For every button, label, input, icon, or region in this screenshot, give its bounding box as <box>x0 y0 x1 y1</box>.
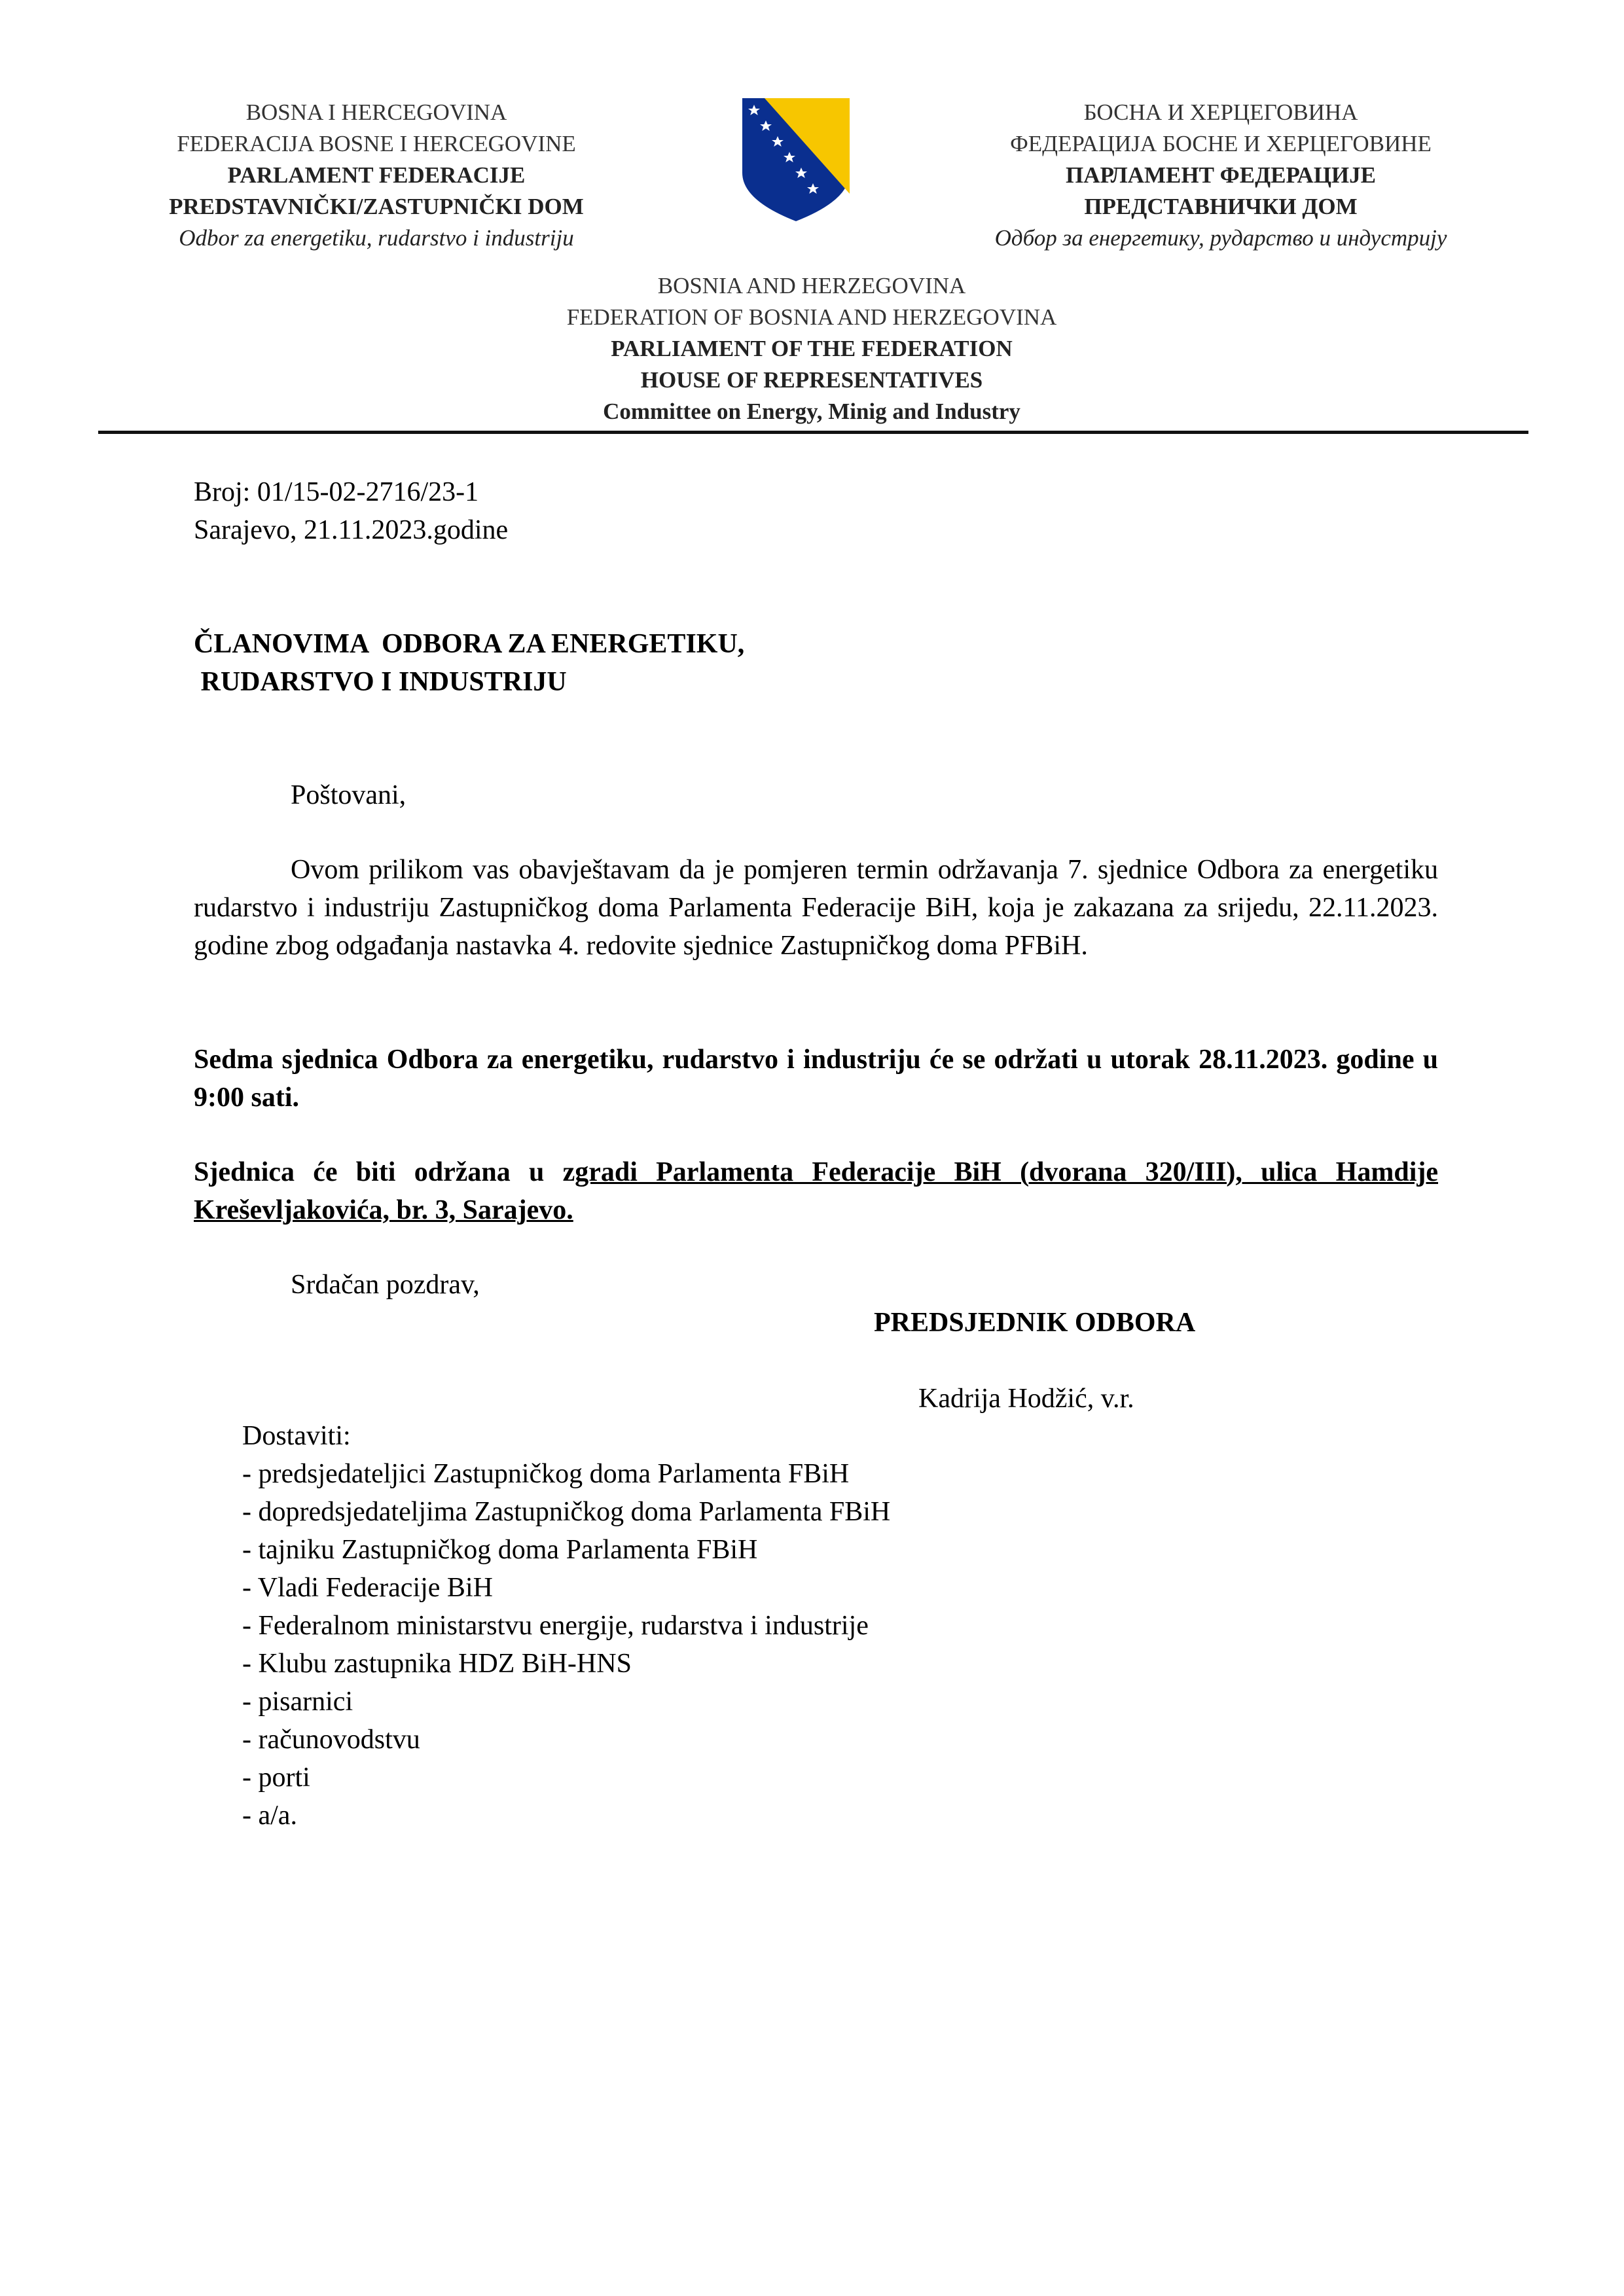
list-item: - predsjedateljici Zastupničkog doma Parlamenta FBiH <box>242 1459 850 1489</box>
list-item: - a/a. <box>242 1801 297 1831</box>
header-left-committee: Odbor za energetiku, rudarstvo i industriju <box>179 225 574 251</box>
distribution-list <box>242 1417 890 1835</box>
body-paragraph-2: Sedma sjednica Odbora za energetiku, rudarstvo i industriju će se održati u utorak 28.11.2023. godine u 9:00 sati. <box>194 1045 1438 1113</box>
header-left-house: PREDSTAVNIČKI/ZASTUPNIČKI DOM <box>169 194 584 219</box>
body-paragraph-3 <box>194 1153 1438 1229</box>
list-item: - dopredsjedateljima Zastupničkog doma Parlamenta FBiH <box>242 1497 891 1527</box>
list-item: - Federalnom ministarstvu energije, rudarstva i industrije <box>242 1611 869 1641</box>
addressee-line-2: RUDARSTVO I INDUSTRIJU <box>194 667 567 697</box>
list-item: - računovodstvu <box>242 1725 420 1755</box>
header-right <box>943 97 1499 254</box>
header-left-country: BOSNA I HERCEGOVINA <box>245 99 507 125</box>
header-center-country: BOSNIA AND HERZEGOVINA <box>657 273 966 298</box>
header-right-federation: ФЕДЕРАЦИЈА БОСНЕ И ХЕРЦЕГОВИНЕ <box>1010 131 1432 156</box>
header-divider <box>98 431 1528 434</box>
list-item: - porti <box>242 1763 310 1793</box>
header-right-committee: Одбор за енергетику, рударство и индустрију <box>994 225 1447 251</box>
header-center-committee: Committee on Energy, Minig and Industry <box>603 399 1020 424</box>
header-center <box>419 270 1204 427</box>
greeting: Poštovani, <box>291 780 406 810</box>
reference-block <box>194 473 508 549</box>
list-item: - Vladi Federacije BiH <box>242 1573 493 1603</box>
body-paragraph-1: Ovom prilikom vas obavještavam da je pomjeren termin održavanja 7. sjednice Odbora za energetiku rudarstvo i industriju Zastupničkog doma Parlamenta Federacije BiH, koja je zakazana za srijedu, 22.11.2023. godine zbog odgađanja nastavka 4. redovite sjednice Zastupničkog doma PFBiH. <box>194 855 1438 961</box>
bih-coat-of-arms-icon <box>738 96 854 223</box>
header-left <box>98 97 655 254</box>
reference-place-date: Sarajevo, 21.11.2023.godine <box>194 515 509 545</box>
signature-title: PREDSJEDNIK ODBORA <box>874 1308 1196 1338</box>
distribution-heading: Dostaviti: <box>242 1421 351 1451</box>
header-left-parliament: PARLAMENT FEDERACIJE <box>227 162 526 188</box>
list-item: - pisarnici <box>242 1687 353 1717</box>
signature-name: Kadrija Hodžić, v.r. <box>918 1384 1134 1414</box>
addressee-line-1: ČLANOVIMA ODBORA ZA ENERGETIKU, <box>194 629 745 659</box>
paragraph-3-text: Sjednica će biti održana u z <box>194 1157 575 1187</box>
header-center-federation: FEDERATION OF BOSNIA AND HERZEGOVINA <box>566 304 1057 330</box>
closing: Srdačan pozdrav, <box>291 1270 480 1300</box>
header-left-federation: FEDERACIJA BOSNE I HERCEGOVINE <box>177 131 576 156</box>
addressee-block <box>194 625 744 701</box>
paragraph-3-location: gradi Parlamenta Federacije BiH (dvorana 320/III), ulica Hamdije Kreševljakovića, br. 3, Sarajevo. <box>194 1157 1438 1225</box>
header-center-house: HOUSE OF REPRESENTATIVES <box>640 367 983 393</box>
header-right-house: ПРЕДСТАВНИЧКИ ДОМ <box>1084 194 1358 219</box>
list-item: - Klubu zastupnika HDZ BiH-HNS <box>242 1649 632 1679</box>
list-item: - tajniku Zastupničkog doma Parlamenta FBiH <box>242 1535 758 1565</box>
header-center-parliament: PARLIAMENT OF THE FEDERATION <box>611 336 1013 361</box>
reference-number: Broj: 01/15-02-2716/23-1 <box>194 477 479 507</box>
header-right-parliament: ПАРЛАМЕНТ ФЕДЕРАЦИЈЕ <box>1066 162 1376 188</box>
header-right-country: БОСНА И ХЕРЦЕГОВИНА <box>1083 99 1358 125</box>
